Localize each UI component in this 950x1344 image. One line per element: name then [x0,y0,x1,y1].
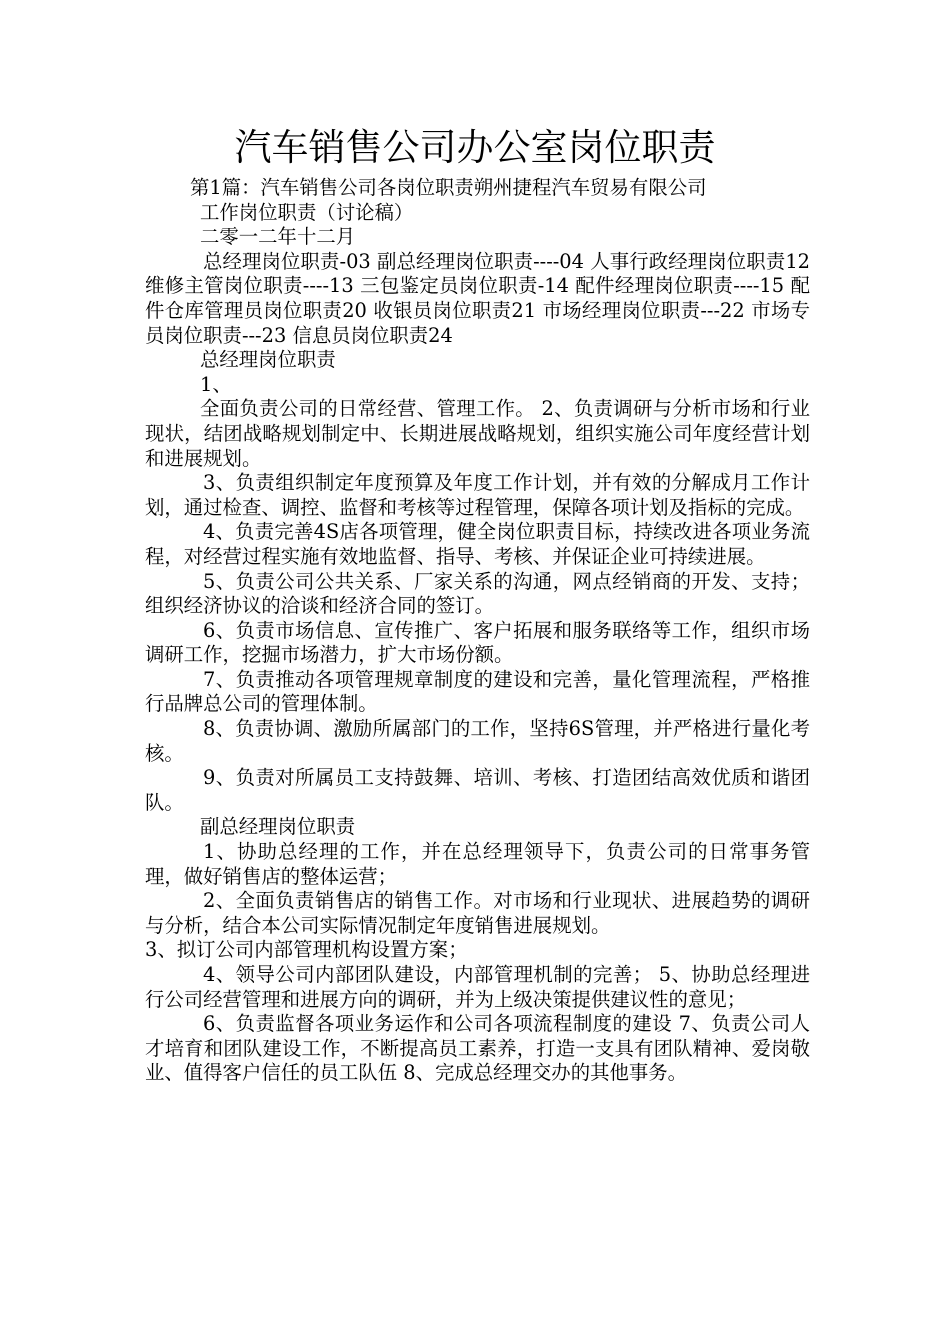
date-line: 二零一二年十二月 [200,225,356,249]
duty-paragraph: 全面负责公司的日常经营、管理工作。 2、负责调研与分析市场和行业现状，结团战略规划制定中、长期进展战略规划，组织实施公司年度经营计划和进展规划。 [145,397,810,470]
duty-paragraph: 2、全面负责销售店的销售工作。对市场和行业现状、进展趋势的调研与分析，结合本公司实际情况制定年度销售进展规划。 [145,889,810,937]
document-body [145,176,810,1086]
duty-paragraph: 5、负责公司公共关系、厂家关系的沟通，网点经销商的开发、支持；组织经济协议的洽谈和经济合同的签订。 [145,569,810,618]
document-title: 汽车销售公司办公室岗位职责 [234,126,716,169]
section-heading-deputy-general-manager: 副总经理岗位职责 [200,815,356,839]
chapter-heading: 第1篇：汽车销售公司各岗位职责朔州捷程汽车贸易有限公司 [190,176,707,199]
duty-paragraph: 7、负责推动各项管理规章制度的建设和完善，量化管理流程，严格推行品牌总公司的管理体制。 [145,667,810,716]
contents-paragraph: 总经理岗位职责-03 副总经理岗位职责----04 人事行政经理岗位职责12 维修主管岗位职责----13 三包鉴定员岗位职责-14 配件经理岗位职责----15 配件仓库管理员岗位职责20 收银员岗位职责21 市场经理岗位职责---22 市场专员岗位职责---23 信息员岗位职责24 [145,249,810,347]
duty-paragraph: 4、领导公司内部团队建设，内部管理机制的完善； 5、协助总经理进行公司经营管理和进展方向的调研，并为上级决策提供建议性的意见； [145,963,810,1011]
duty-paragraph: 9、负责对所属员工支持鼓舞、培训、考核、打造团结高效优质和谐团队。 [145,766,810,814]
duty-paragraph: 6、负责市场信息、宣传推广、客户拓展和服务联络等工作，组织市场调研工作，挖掘市场潜力，扩大市场份额。 [145,618,810,667]
subtitle-line: 工作岗位职责（讨论稿） [200,200,414,224]
duty-paragraph: 4、负责完善4S店各项管理，健全岗位职责目标，持续改进各项业务流程，对经营过程实施有效地监督、指导、考核、并保证企业可持续进展。 [145,520,810,568]
duty-paragraph: 6、负责监督各项业务运作和公司各项流程制度的建设 7、负责公司人才培育和团队建设工作，不断提高员工素养，打造一支具有团队精神、爱岗敬业、值得客户信任的员工队伍 8、完成总经理交办的其他事务。 [145,1012,810,1085]
duty-paragraph: 3、拟订公司内部管理机构设置方案； [145,938,468,962]
duty-paragraph: 3、负责组织制定年度预算及年度工作计划，并有效的分解成月工作计划，通过检查、调控、监督和考核等过程管理，保障各项计划及指标的完成。 [145,471,810,519]
list-item-number: 1、 [200,372,232,396]
section-heading-general-manager: 总经理岗位职责 [200,348,336,372]
duty-paragraph: 8、负责协调、激励所属部门的工作，坚持6S管理，并严格进行量化考核。 [145,717,810,765]
duty-paragraph: 1、协助总经理的工作，并在总经理领导下，负责公司的日常事务管理，做好销售店的整体运营； [145,840,810,888]
